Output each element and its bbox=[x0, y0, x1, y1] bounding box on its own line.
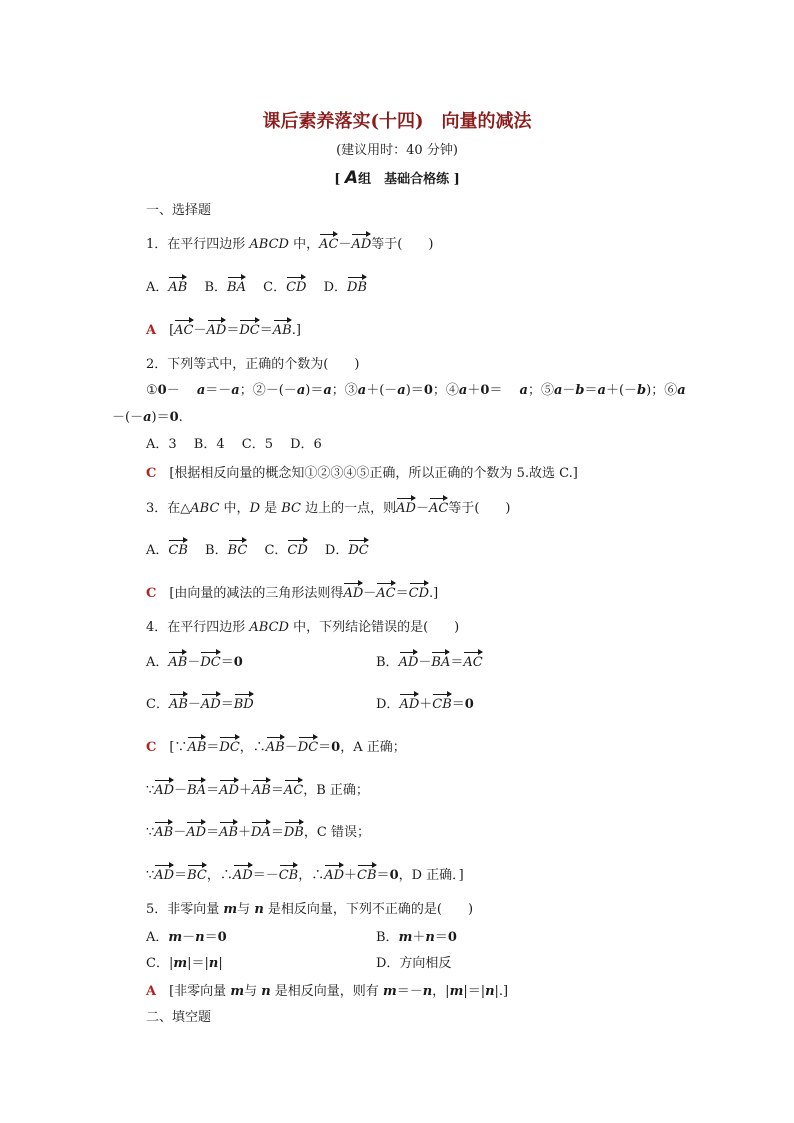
question-4-option-c: C．AB－AD＝BD bbox=[146, 697, 254, 712]
group-letter: A bbox=[344, 168, 359, 188]
answer-letter: A bbox=[146, 323, 157, 338]
question-2-statements-cont: －(－a)＝0. bbox=[112, 410, 183, 425]
question-3: 3．在△ABC 中，D 是 BC 边上的一点，则AD－AC等于( ) bbox=[146, 501, 511, 516]
answer-3: C [由向量的减法的三角形法则得AD－AC＝CD.] bbox=[146, 586, 439, 601]
group-heading: [ A组 基础合格练 ] bbox=[334, 168, 460, 188]
answer-letter: A bbox=[146, 984, 157, 999]
answer-letter: C bbox=[146, 466, 157, 481]
question-4-option-b: B．AD－BA＝AC bbox=[376, 655, 483, 670]
section-multiple-choice: 一、选择题 bbox=[146, 203, 212, 218]
question-2-options: A．3 B．4 C．5 D．6 bbox=[146, 437, 322, 452]
question-4: 4．在平行四边形 ABCD 中，下列结论错误的是( ) bbox=[146, 620, 460, 635]
answer-2: C [根据相反向量的概念知①②③④⑤正确，所以正确的个数为 5.故选 C.] bbox=[146, 466, 578, 481]
question-5-option-b: B．m＋n＝0 bbox=[376, 930, 457, 945]
question-1: 1．在平行四边形 ABCD 中，AC－AD等于( ) bbox=[146, 237, 434, 252]
question-2: 2．下列等式中，正确的个数为( ) bbox=[146, 357, 360, 372]
section-fill-blank: 二、填空题 bbox=[146, 1010, 212, 1025]
question-2-statements: ①0－ a＝－a；②－(－a)＝a；③a＋(－a)＝0；④a＋0＝ a；⑤a－b＝a＋(－b)；⑥a bbox=[146, 383, 686, 398]
answer-letter: C bbox=[146, 586, 157, 601]
answer-4-line-3: ∵AB－AD＝AB＋DA＝DB，C 错误； bbox=[146, 825, 370, 840]
group-label: 组 基础合格练 bbox=[358, 172, 450, 187]
answer-4-line-4: ∵AD＝BC，∴AD＝－CB，∴AD＋CB＝0，D 正确．] bbox=[146, 868, 464, 883]
question-4-option-d: D．AD＋CB＝0 bbox=[376, 697, 474, 712]
question-5: 5．非零向量 m与 n 是相反向量，下列不正确的是( ) bbox=[146, 902, 474, 917]
question-5-option-c: C．|m|＝|n| bbox=[146, 956, 223, 971]
page-subtitle: (建议用时：40 分钟) bbox=[336, 143, 458, 158]
page-title: 课后素养落实(十四) 向量的减法 bbox=[262, 111, 532, 132]
answer-1: A [AC－AD＝DC＝AB.] bbox=[146, 323, 301, 338]
answer-4: C [∵AB＝DC，∴AB－DC＝0，A 正确； bbox=[146, 740, 406, 755]
question-1-options: A．AB B．BA C．CD D．DB bbox=[146, 280, 367, 295]
question-5-option-a: A．m－n＝0 bbox=[146, 930, 227, 945]
question-5-option-d: D．方向相反 bbox=[376, 956, 452, 971]
answer-5: A [非零向量 m与 n 是相反向量，则有 m＝－n，|m|＝|n|.] bbox=[146, 984, 509, 999]
question-4-option-a: A．AB－DC＝0 bbox=[146, 655, 243, 670]
question-3-options: A．CB B．BC C．CD D．DC bbox=[146, 543, 369, 558]
answer-4-line-2: ∵AD－BA＝AD＋AB＝AC，B 正确； bbox=[146, 783, 369, 798]
answer-letter: C bbox=[146, 740, 157, 755]
